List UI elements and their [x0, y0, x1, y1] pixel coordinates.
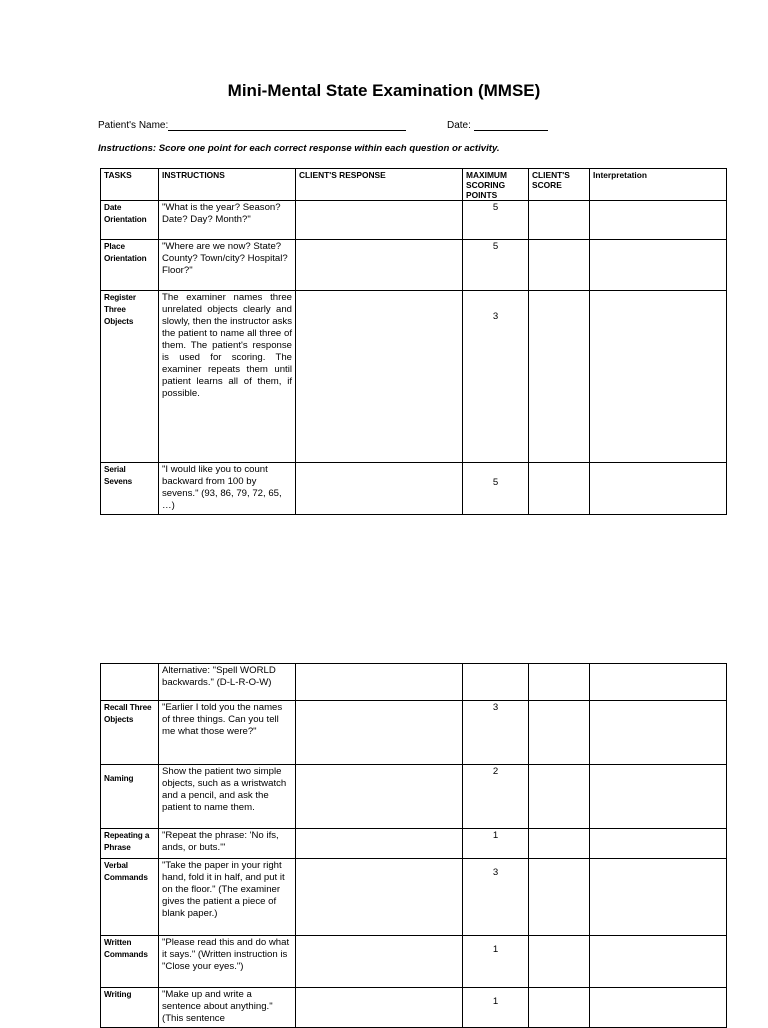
- client-response-cell[interactable]: [296, 988, 463, 1028]
- interpretation-cell[interactable]: [590, 829, 727, 859]
- client-response-cell[interactable]: [296, 765, 463, 829]
- task-cell: Place Orientation: [101, 240, 159, 291]
- instruction-cell: "What is the year? Season? Date? Day? Month?": [159, 201, 296, 240]
- client-score-cell[interactable]: [529, 936, 590, 988]
- date-field[interactable]: [447, 119, 548, 131]
- instruction-cell: "Earlier I told you the names of three things. Can you tell me what those were?": [159, 701, 296, 765]
- table-header-row: [101, 169, 727, 201]
- max-points-cell: 2: [463, 765, 529, 829]
- task-cell: Naming: [101, 765, 159, 829]
- max-points-cell: 5: [463, 240, 529, 291]
- table-row: [101, 936, 727, 988]
- table-row: [101, 988, 727, 1028]
- interpretation-cell[interactable]: [590, 936, 727, 988]
- table-row: [101, 765, 727, 829]
- interpretation-cell[interactable]: [590, 765, 727, 829]
- interpretation-cell[interactable]: [590, 701, 727, 765]
- interpretation-cell[interactable]: [590, 664, 727, 701]
- header-client-response: CLIENT'S RESPONSE: [296, 169, 463, 201]
- max-points-cell: 3: [463, 291, 529, 463]
- max-points-cell: 1: [463, 936, 529, 988]
- instruction-cell: "Take the paper in your right hand, fold it in half, and put it on the floor." (The examiner gives the patient a piece of blank paper.): [159, 859, 296, 936]
- task-cell: Recall Three Objects: [101, 701, 159, 765]
- client-score-cell[interactable]: [529, 664, 590, 701]
- task-cell: Date Orientation: [101, 201, 159, 240]
- instruction-cell: The examiner names three unrelated objects clearly and slowly, then the instructor asks the patient to name all three of them. The patient's response is used for scoring. The examiner repeats them until patient learns all of them, if possible.: [159, 291, 296, 463]
- task-cell: [101, 664, 159, 701]
- task-cell: Verbal Commands: [101, 859, 159, 936]
- table-row: [101, 201, 727, 240]
- table-row: [101, 240, 727, 291]
- client-score-cell[interactable]: [529, 240, 590, 291]
- header-instructions: INSTRUCTIONS: [159, 169, 296, 201]
- header-interpretation: Interpretation: [590, 169, 727, 201]
- client-response-cell[interactable]: [296, 201, 463, 240]
- client-score-cell[interactable]: [529, 463, 590, 515]
- instruction-cell: "Where are we now? State? County? Town/city? Hospital? Floor?": [159, 240, 296, 291]
- interpretation-cell[interactable]: [590, 988, 727, 1028]
- client-response-cell[interactable]: [296, 240, 463, 291]
- client-response-cell[interactable]: [296, 936, 463, 988]
- max-points-cell: 1: [463, 829, 529, 859]
- date-line[interactable]: [474, 119, 548, 131]
- patient-name-field[interactable]: [98, 119, 406, 131]
- max-points-cell: 1: [463, 988, 529, 1028]
- interpretation-cell[interactable]: [590, 291, 727, 463]
- instruction-cell: Alternative: "Spell WORLD backwards." (D-L-R-O-W): [159, 664, 296, 701]
- interpretation-cell[interactable]: [590, 201, 727, 240]
- max-points-cell: 3: [463, 859, 529, 936]
- date-label: Date:: [447, 120, 471, 131]
- client-response-cell[interactable]: [296, 859, 463, 936]
- patient-name-label: Patient's Name:: [98, 120, 169, 131]
- mmse-table-part-1: [100, 168, 727, 515]
- client-score-cell[interactable]: [529, 829, 590, 859]
- client-score-cell[interactable]: [529, 291, 590, 463]
- task-cell: Writing: [101, 988, 159, 1028]
- task-cell: Serial Sevens: [101, 463, 159, 515]
- client-score-cell[interactable]: [529, 701, 590, 765]
- table-row: [101, 701, 727, 765]
- interpretation-cell[interactable]: [590, 859, 727, 936]
- task-cell: Register Three Objects: [101, 291, 159, 463]
- page-title: Mini-Mental State Examination (MMSE): [227, 81, 541, 100]
- instruction-cell: "I would like you to count backward from 100 by sevens." (93, 86, 79, 72, 65, …): [159, 463, 296, 515]
- max-points-cell: [463, 664, 529, 701]
- client-score-cell[interactable]: [529, 988, 590, 1028]
- task-cell: Written Commands: [101, 936, 159, 988]
- table-row: [101, 859, 727, 936]
- table-row: [101, 829, 727, 859]
- table-row: [101, 291, 727, 463]
- client-response-cell[interactable]: [296, 291, 463, 463]
- client-response-cell[interactable]: [296, 701, 463, 765]
- max-points-cell: 3: [463, 701, 529, 765]
- instruction-cell: "Repeat the phrase: 'No ifs, ands, or buts.'": [159, 829, 296, 859]
- max-points-cell: 5: [463, 201, 529, 240]
- instructions-text: Instructions: Score one point for each correct response within each question or activity.: [98, 143, 500, 154]
- interpretation-cell[interactable]: [590, 463, 727, 515]
- header-tasks: TASKS: [101, 169, 159, 201]
- client-score-cell[interactable]: [529, 765, 590, 829]
- instruction-cell: Show the patient two simple objects, such as a wristwatch and a pencil, and ask the patient to name them.: [159, 765, 296, 829]
- instruction-cell: "Please read this and do what it says." (Written instruction is "Close your eyes."): [159, 936, 296, 988]
- patient-name-line[interactable]: [168, 119, 406, 131]
- mmse-table-part-2: [100, 663, 727, 1028]
- table-row: [101, 664, 727, 701]
- client-response-cell[interactable]: [296, 829, 463, 859]
- table-row: [101, 463, 727, 515]
- task-cell: Repeating a Phrase: [101, 829, 159, 859]
- instruction-cell: "Make up and write a sentence about anything." (This sentence: [159, 988, 296, 1028]
- client-response-cell[interactable]: [296, 463, 463, 515]
- max-points-cell: 5: [463, 463, 529, 515]
- client-score-cell[interactable]: [529, 201, 590, 240]
- client-score-cell[interactable]: [529, 859, 590, 936]
- client-response-cell[interactable]: [296, 664, 463, 701]
- header-max-points: MAXIMUM SCORING POINTS: [463, 169, 529, 201]
- header-client-score: CLIENT'S SCORE: [529, 169, 590, 201]
- interpretation-cell[interactable]: [590, 240, 727, 291]
